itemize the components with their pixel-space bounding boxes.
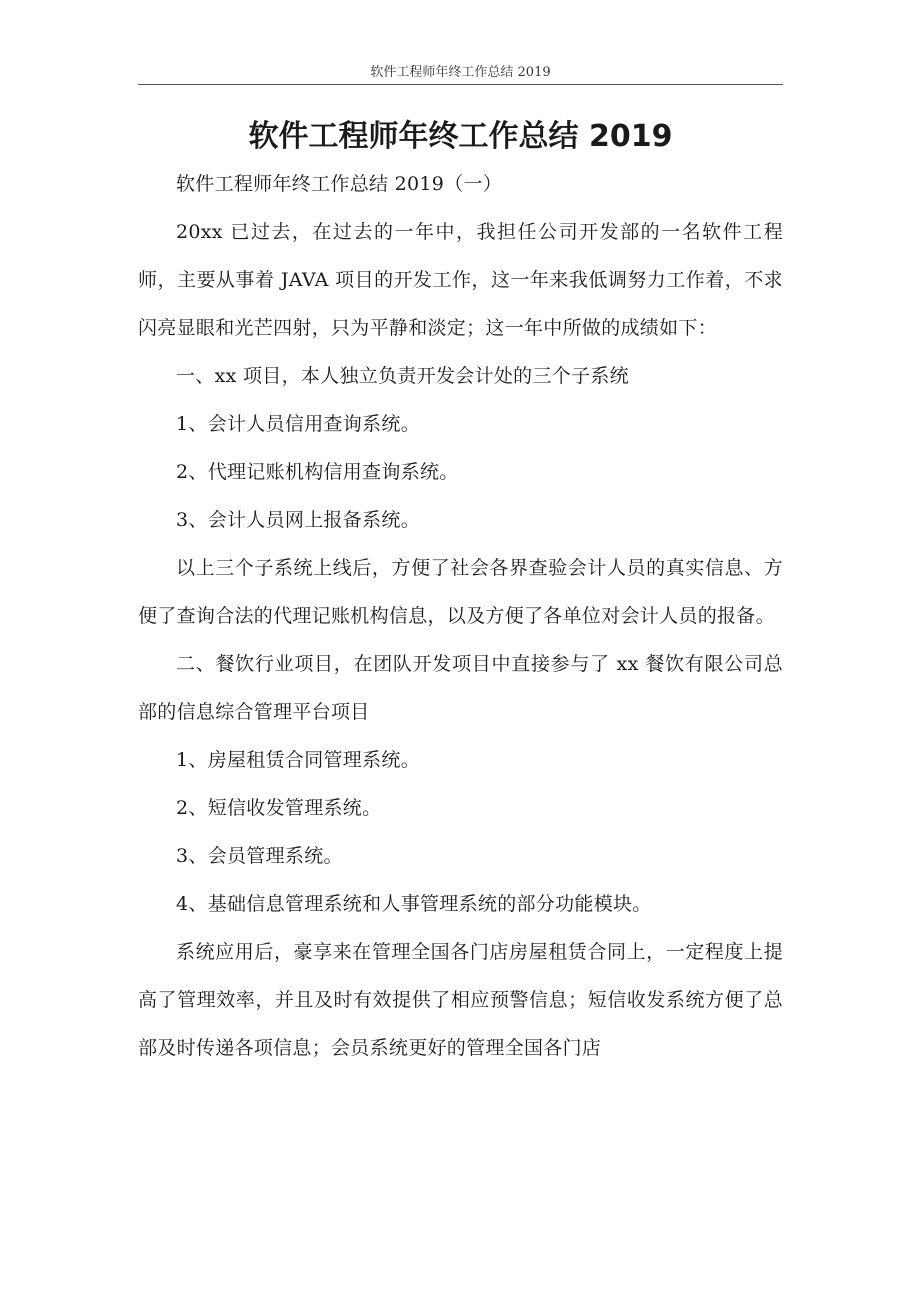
paragraph-section-1-summary: 以上三个子系统上线后，方便了社会各界查验会计人员的真实信息、方便了查询合法的代理记账机构信息，以及方便了各单位对会计人员的报备。	[138, 557, 783, 627]
list-item: 1、会计人员信用查询系统。	[176, 413, 420, 435]
list-item: 3、会计人员网上报备系统。	[176, 509, 420, 531]
paragraph-section-1-heading: 一、xx 项目，本人独立负责开发会计处的三个子系统	[176, 365, 629, 387]
list-item: 2、代理记账机构信用查询系统。	[176, 461, 459, 483]
list-item: 4、基础信息管理系统和人事管理系统的部分功能模块。	[176, 893, 652, 915]
running-header: 软件工程师年终工作总结 2019	[138, 62, 783, 85]
document-body	[138, 160, 783, 1072]
list-item: 2、短信收发管理系统。	[176, 797, 382, 819]
document-title: 软件工程师年终工作总结 2019	[248, 119, 673, 154]
list-item: 3、会员管理系统。	[176, 845, 343, 867]
paragraph-section-2-summary: 系统应用后，豪享来在管理全国各门店房屋租赁合同上，一定程度上提高了管理效率，并且及时有效提供了相应预警信息；短信收发系统方便了总部及时传递各项信息；会员系统更好的管理全国各门店	[138, 941, 783, 1059]
list-item: 1、房屋租赁合同管理系统。	[176, 749, 420, 771]
paragraph-intro: 20xx 已过去，在过去的一年中，我担任公司开发部的一名软件工程师，主要从事着 JAVA 项目的开发工作，这一年来我低调努力工作着，不求闪亮显眼和光芒四射，只为平静和淡定；这一年中所做的成绩如下：	[138, 221, 783, 339]
paragraph-subtitle: 软件工程师年终工作总结 2019（一）	[176, 173, 503, 195]
paragraph-section-2-heading: 二、餐饮行业项目，在团队开发项目中直接参与了 xx 餐饮有限公司总部的信息综合管理平台项目	[138, 653, 783, 723]
